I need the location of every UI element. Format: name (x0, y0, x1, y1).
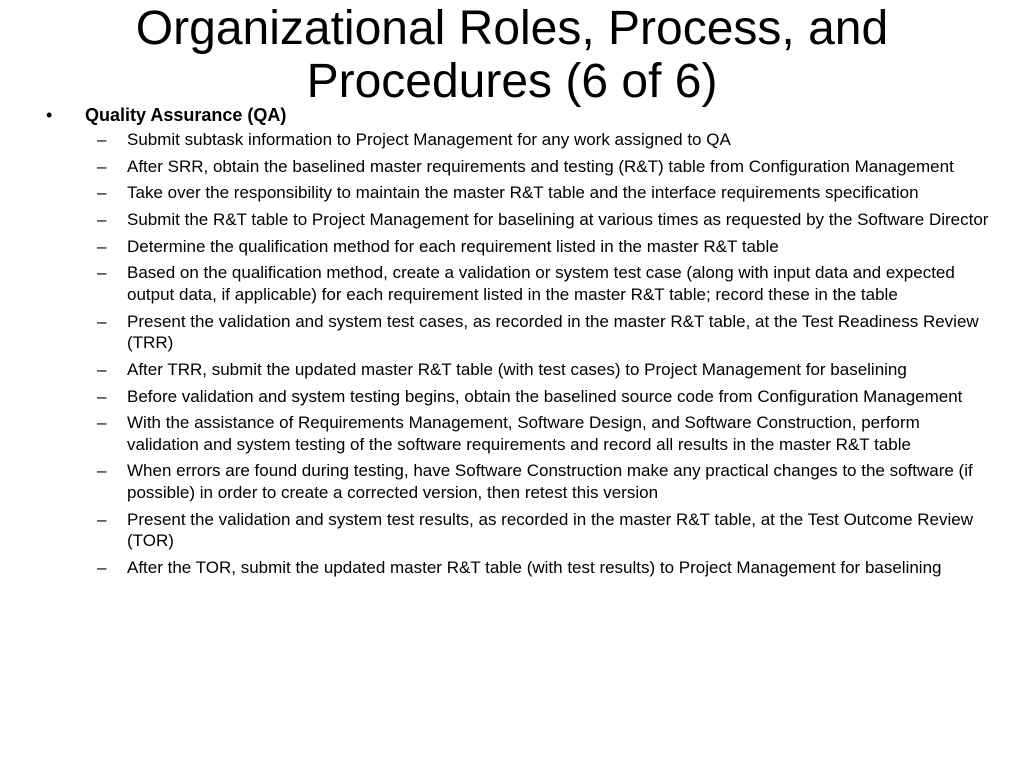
dash-marker: – (97, 156, 107, 176)
dash-marker: – (97, 557, 107, 577)
sub-bullet-text: Based on the qualification method, create a validation or system test case (along with input data and expected output data, if applicable) for each requirement listed in the master R&T table; record these in the table (127, 263, 955, 304)
dash-marker: – (97, 413, 107, 433)
dash-marker: – (97, 183, 107, 203)
sub-bullet-list (97, 129, 994, 578)
sub-bullet-item (97, 236, 994, 258)
sub-bullet-item (97, 460, 994, 503)
dash-marker: – (97, 130, 107, 149)
sub-bullet-item (97, 557, 994, 579)
sub-bullet-item (97, 156, 994, 178)
dash-marker: – (97, 359, 107, 379)
slide-title-line-2: Procedures (6 of 6) (306, 55, 718, 108)
slide-title (0, 2, 1024, 108)
sub-bullet-item (97, 509, 994, 552)
sub-bullet-text: Before validation and system testing begins, obtain the baselined source code from Configuration Management (127, 386, 963, 406)
sub-bullet-item (97, 311, 994, 354)
dash-marker: – (97, 461, 107, 481)
sub-bullet-text: Submit the R&T table to Project Management for baselining at various times as requested by the Software Director (127, 210, 989, 230)
dash-marker: – (97, 210, 107, 230)
sub-bullet-text: Take over the responsibility to maintain the master R&T table and the interface requirements specification (127, 183, 919, 203)
sub-bullet-text: After TRR, submit the updated master R&T table (with test cases) to Project Management for baselining (127, 359, 907, 379)
sub-bullet-text: Determine the qualification method for each requirement listed in the master R&T table (127, 236, 779, 256)
dash-marker: – (97, 236, 107, 256)
sub-bullet-item (97, 129, 994, 151)
sub-bullet-text: When errors are found during testing, have Software Construction make any practical changes to the software (if possible) in order to create a corrected version, then retest this version (127, 461, 973, 502)
dash-marker: – (97, 311, 107, 331)
bullet-heading: Quality Assurance (QA) (85, 105, 287, 125)
sub-bullet-item (97, 182, 994, 204)
sub-bullet-text: After the TOR, submit the updated master R&T table (with test results) to Project Management for baselining (127, 557, 942, 577)
sub-bullet-item (97, 209, 994, 231)
sub-bullet-text: Present the validation and system test cases, as recorded in the master R&T table, at the Test Readiness Review (TRR) (127, 311, 979, 353)
sub-bullet-item (97, 412, 994, 455)
bullet-quality-assurance (44, 104, 994, 126)
slide-title-line-1: Organizational Roles, Process, and (135, 2, 889, 55)
bullet-marker: • (46, 105, 53, 125)
sub-bullet-item (97, 262, 994, 305)
sub-bullet-item (97, 359, 994, 381)
sub-bullet-item (97, 386, 994, 408)
dash-marker: – (97, 263, 107, 283)
sub-bullet-text: After SRR, obtain the baselined master requirements and testing (R&T) table from Configuration Management (127, 156, 954, 176)
sub-bullet-text: Submit subtask information to Project Management for any work assigned to QA (127, 130, 731, 149)
dash-marker: – (97, 509, 107, 529)
dash-marker: – (97, 386, 107, 406)
sub-bullet-text: With the assistance of Requirements Management, Software Design, and Software Construction, perform validation and system testing of the software requirements and record all results in the master R&T table (127, 413, 920, 454)
slide-body (44, 104, 994, 578)
sub-bullet-text: Present the validation and system test results, as recorded in the master R&T table, at the Test Outcome Review (TOR) (127, 509, 973, 551)
